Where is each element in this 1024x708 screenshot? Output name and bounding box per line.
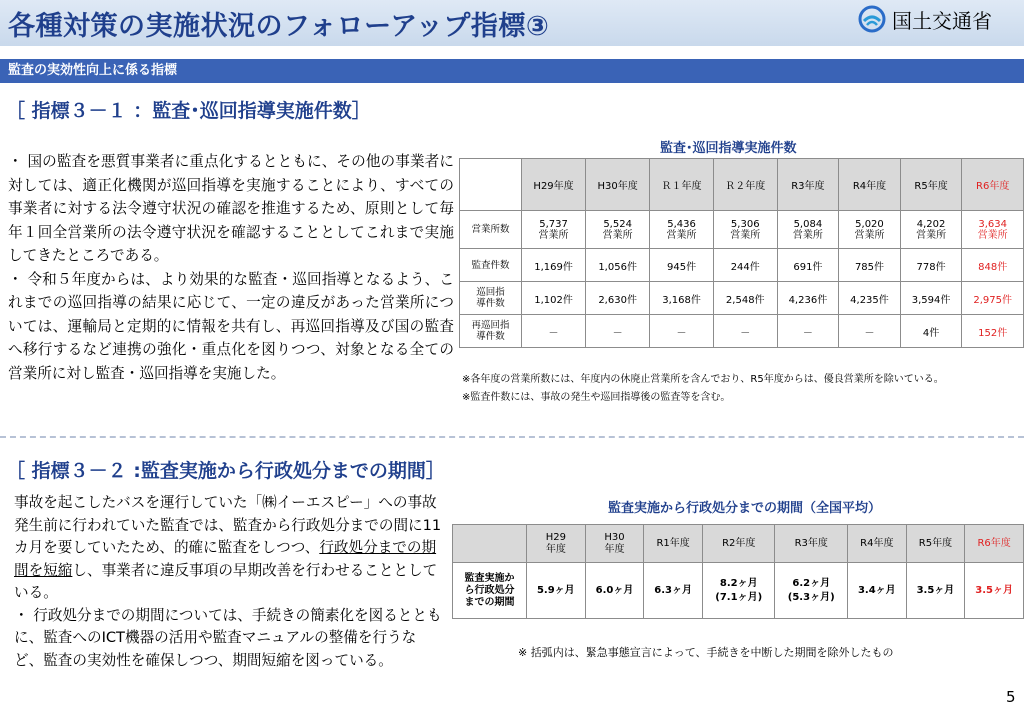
table1-cell: 778件	[900, 249, 962, 282]
table1-row-label: 監査件数	[460, 249, 522, 282]
table1-cell: 5,524 営業所	[586, 211, 650, 249]
table1-cell: 5,020 営業所	[839, 211, 901, 249]
table1-row	[460, 249, 1024, 282]
table1-cell: 2,630件	[586, 282, 650, 315]
table2-header: R4年度	[847, 525, 906, 563]
table1-cell: 152件	[962, 315, 1024, 348]
title-bar	[0, 0, 1024, 46]
table2-note: ※ 括弧内は、緊急事態宣言によって、手続きを中断した期間を除外したもの	[518, 646, 894, 659]
table2-cell: 3.4ヶ月	[847, 563, 906, 619]
table1-cell: 1,169件	[522, 249, 586, 282]
table2-cell: 5.9ヶ月	[527, 563, 586, 619]
indicator2-heading: ［ 指標３－２ :監査実施から行政処分までの期間］	[6, 460, 445, 482]
table1-title: 監査･巡回指導実施件数	[660, 141, 797, 156]
table1-header: H29年度	[522, 159, 586, 211]
table2-header: R1年度	[644, 525, 703, 563]
table1-cell: －	[713, 315, 777, 348]
table1-note-1: ※各年度の営業所数には、年度内の休廃止営業所を含んでおり、R5年度からは、優良営業所を除いている。	[462, 374, 944, 385]
table1-cell: 5,436 営業所	[650, 211, 714, 249]
table1-corner	[460, 159, 522, 211]
table2-header: H30 年度	[585, 525, 644, 563]
table1-cell: 4,235件	[839, 282, 901, 315]
table1-cell: 5,306 営業所	[713, 211, 777, 249]
table1-cell: 3,634 営業所	[962, 211, 1024, 249]
table1-row	[460, 282, 1024, 315]
indicator2-bullet: ・ 行政処分までの期間については、手続きの簡素化を図るとともに、監査へのICT機器の活用や監査マニュアルの整備を行うなど、監査の実効性を確保しつつ、期間短縮を図っている。	[14, 606, 442, 669]
mlit-logo-icon	[858, 5, 886, 33]
table1-cell: －	[650, 315, 714, 348]
table1-cell: 4,236件	[777, 282, 839, 315]
org-name: 国土交通省	[892, 8, 992, 33]
page-number: 5	[1006, 688, 1016, 706]
table1-cell: 5,737 営業所	[522, 211, 586, 249]
table1-header: R6年度	[962, 159, 1024, 211]
table1-cell: 3,594件	[900, 282, 962, 315]
indicator1-bullets	[8, 150, 454, 385]
table1-cell: 1,056件	[586, 249, 650, 282]
table1-cell: 4,202 営業所	[900, 211, 962, 249]
table1-cell: 945件	[650, 249, 714, 282]
table1-row-label: 巡回指 導件数	[460, 282, 522, 315]
table1-cell: 1,102件	[522, 282, 586, 315]
table2-row	[453, 563, 1024, 619]
indicator1-bullet-1: ・ 国の監査を悪質事業者に重点化するとともに、その他の事業者に対しては、適正化機関が巡回指導を実施することにより、すべての事業者に対する法令遵守状況の確認を推進するため、原則として毎年１回全営業所の法令遵守状況を確認することとしてこれまで実施してきたところである。	[8, 153, 454, 264]
table1-header: Ｒ１年度	[650, 159, 714, 211]
page-title: 各種対策の実施状況のフォローアップ指標③	[8, 11, 550, 42]
table1-cell: 691件	[777, 249, 839, 282]
table1-cell: 244件	[713, 249, 777, 282]
table2-cell: 6.2ヶ月 (5.3ヶ月)	[775, 563, 848, 619]
table2-row-label: 監査実施か ら行政処分 までの期間	[453, 563, 527, 619]
table2-cell: 6.0ヶ月	[585, 563, 644, 619]
section-divider	[0, 436, 1024, 438]
indicator1-heading: ［ 指標３－１ ：監査･巡回指導実施件数］	[6, 100, 371, 122]
indicator2-paragraph	[14, 492, 444, 605]
table1-cell: 3,168件	[650, 282, 714, 315]
table1-header: R3年度	[777, 159, 839, 211]
table2-cell: 3.5ヶ月	[906, 563, 965, 619]
table1-cell: －	[586, 315, 650, 348]
table2-header: H29 年度	[527, 525, 586, 563]
section-bar: 監査の実効性向上に係る指標	[0, 59, 1024, 83]
table2-cell: 3.5ヶ月	[965, 563, 1024, 619]
table2-corner	[453, 525, 527, 563]
table1-cell: 848件	[962, 249, 1024, 282]
table1-header: H30年度	[586, 159, 650, 211]
indicator1-bullet-2: ・ 令和５年度からは、より効果的な監査・巡回指導となるよう、これまでの巡回指導の結果に応じて、一定の違反があった営業所については、運輸局と定期的に情報を共有し、再巡回指導及び国の監査へ移行するなど連携の強化・重点化を図りつつ、対象となる全ての営業所に対し監査・巡回指導を実施した。	[8, 270, 454, 382]
table1-cell: 4件	[900, 315, 962, 348]
inspection-count-table	[459, 158, 1024, 348]
indicator2-para-underlined: 行政処分までの期間を短縮	[14, 539, 437, 579]
org-logo	[858, 4, 992, 34]
table1-cell: 2,548件	[713, 282, 777, 315]
table1-row-label: 再巡回指 導件数	[460, 315, 522, 348]
table2-header: R2年度	[702, 525, 775, 563]
table1-row	[460, 211, 1024, 249]
table1-cell: 5,084 営業所	[777, 211, 839, 249]
disposition-period-table	[452, 524, 1024, 619]
table2-cell: 8.2ヶ月 (7.1ヶ月)	[702, 563, 775, 619]
table2-header: R5年度	[906, 525, 965, 563]
table1-row-label: 営業所数	[460, 211, 522, 249]
table1-cell: －	[777, 315, 839, 348]
table1-header: R4年度	[839, 159, 901, 211]
table1-row	[460, 315, 1024, 348]
indicator2-para-part2: し、事業者に違反事項の早期改善を行わせることとしている。	[14, 561, 438, 601]
table2-header: R3年度	[775, 525, 848, 563]
table2-title: 監査実施から行政処分までの期間（全国平均）	[608, 501, 882, 516]
table1-cell: －	[522, 315, 586, 348]
table1-header: R5年度	[900, 159, 962, 211]
table1-cell: 785件	[839, 249, 901, 282]
table2-header: R6年度	[965, 525, 1024, 563]
table1-cell: －	[839, 315, 901, 348]
table1-note-2: ※監査件数には、事故の発生や巡回指導後の監査等を含む。	[462, 392, 731, 403]
table2-cell: 6.3ヶ月	[644, 563, 703, 619]
indicator2-body	[14, 492, 444, 672]
table1-cell: 2,975件	[962, 282, 1024, 315]
table1-header: Ｒ２年度	[713, 159, 777, 211]
indicator2-para-part1: 事故を起こしたバスを運行していた「㈱イーエスピー」への事故発生前に行われていた監査では、監査から行政処分までの間に11カ月を要していたため、的確に監査をしつつ、	[14, 494, 442, 556]
